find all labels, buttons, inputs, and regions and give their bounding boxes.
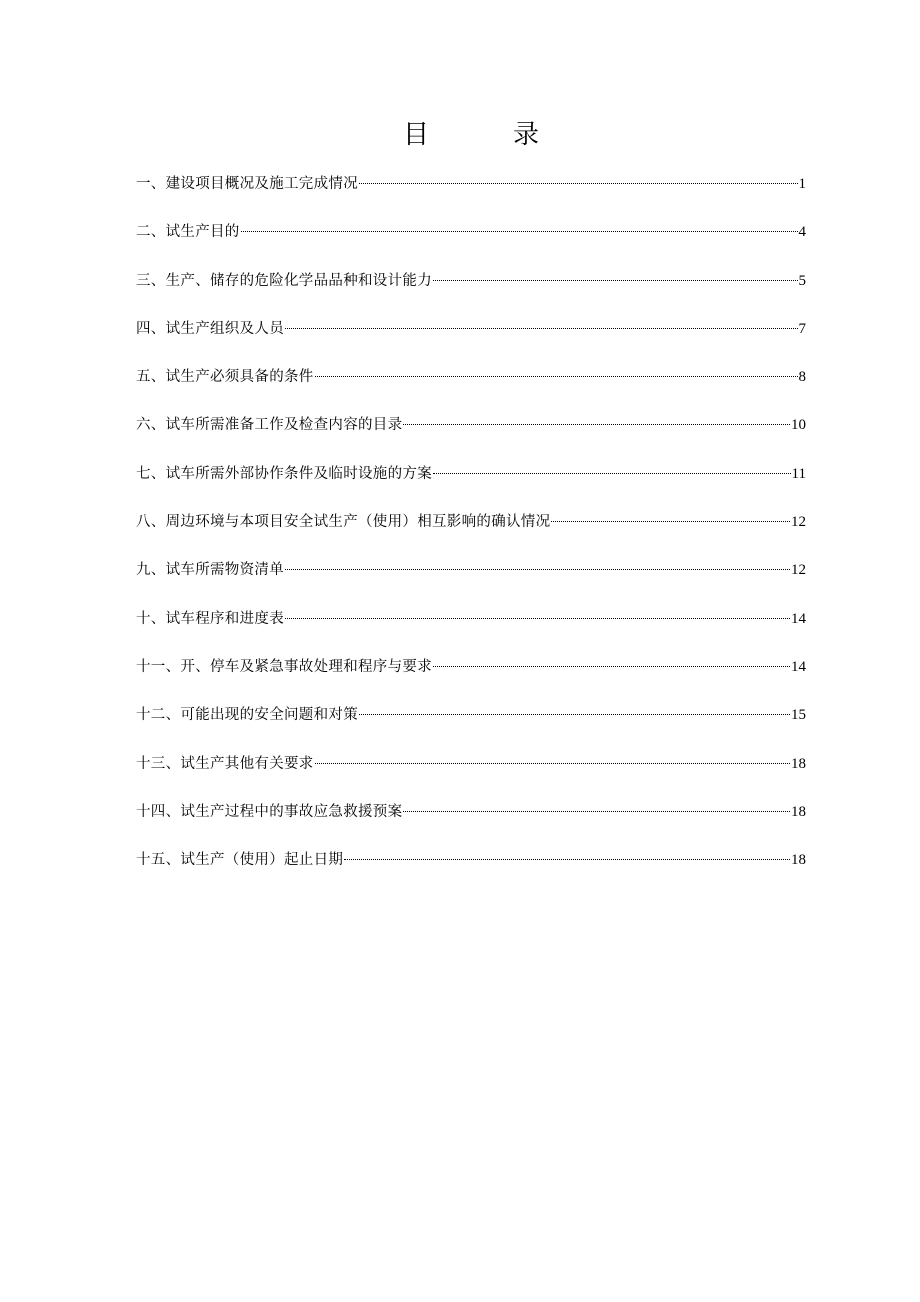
dot-leader [241, 231, 798, 232]
dot-leader [433, 473, 791, 474]
dot-leader [403, 811, 790, 812]
toc-entry-page: 11 [791, 465, 806, 482]
toc-entry[interactable] [136, 413, 806, 461]
dot-leader [359, 714, 790, 715]
dot-leader [359, 183, 798, 184]
toc-entry-page: 14 [791, 658, 806, 675]
toc-entry[interactable] [136, 365, 806, 413]
dot-leader [285, 328, 798, 329]
toc-entry-label: 四、试生产组织及人员 [136, 320, 284, 337]
toc-entry[interactable] [136, 655, 806, 703]
toc-entry-label: 七、试车所需外部协作条件及临时设施的方案 [136, 465, 432, 482]
dot-leader [315, 763, 790, 764]
toc-entry-page: 12 [791, 562, 806, 579]
toc-entry-label: 十五、试生产（使用）起止日期 [136, 852, 344, 869]
toc-entry-label: 十、试车程序和进度表 [136, 610, 284, 627]
toc-entry-label: 六、试车所需准备工作及检查内容的目录 [136, 417, 403, 434]
page-title [0, 118, 920, 158]
toc-entry-page: 12 [791, 514, 806, 531]
toc-entry-page: 10 [791, 417, 806, 434]
toc-entry-page: 1 [798, 176, 806, 192]
toc-entry-label: 一、建设项目概况及施工完成情况 [136, 176, 358, 192]
toc-entry-label: 十二、可能出现的安全问题和对策 [136, 707, 358, 724]
toc-entry[interactable] [136, 848, 806, 896]
dot-leader [403, 424, 790, 425]
toc-entry-label: 二、试生产目的 [136, 224, 240, 241]
toc-entry-page: 18 [791, 755, 806, 772]
toc-entry-label: 九、试车所需物资清单 [136, 562, 284, 579]
dot-leader [344, 859, 790, 860]
toc-entry[interactable] [136, 462, 806, 510]
toc-entry[interactable] [136, 607, 806, 655]
toc-entry-page: 4 [798, 224, 806, 241]
dot-leader [285, 569, 790, 570]
toc-entry-label: 十三、试生产其他有关要求 [136, 755, 314, 772]
toc-entry-label: 五、试生产必须具备的条件 [136, 369, 314, 386]
toc-entry-label: 三、生产、储存的危险化学品品种和设计能力 [136, 272, 432, 289]
dot-leader [433, 666, 790, 667]
toc-entry[interactable] [136, 800, 806, 848]
toc-entry[interactable] [136, 510, 806, 558]
toc-entry[interactable] [136, 752, 806, 800]
table-of-contents [136, 172, 806, 896]
toc-entry-page: 18 [791, 852, 806, 869]
toc-entry[interactable] [136, 317, 806, 365]
toc-entry-page: 14 [791, 610, 806, 627]
dot-leader [433, 280, 798, 281]
title-char-1: 目 [403, 120, 430, 150]
toc-entry-label: 十四、试生产过程中的事故应急救援预案 [136, 803, 403, 820]
toc-entry[interactable] [136, 703, 806, 751]
toc-entry-label: 十一、开、停车及紧急事故处理和程序与要求 [136, 658, 432, 675]
toc-entry-label: 八、周边环境与本项目安全试生产（使用）相互影响的确认情况 [136, 514, 551, 531]
title-char-2: 录 [513, 120, 540, 150]
toc-entry-page: 8 [798, 369, 806, 386]
toc-entry[interactable] [136, 172, 806, 220]
toc-entry[interactable] [136, 220, 806, 268]
toc-entry-page: 18 [791, 803, 806, 820]
dot-leader [315, 376, 798, 377]
toc-entry[interactable] [136, 269, 806, 317]
toc-entry-page: 7 [798, 320, 806, 337]
toc-entry-page: 15 [791, 707, 806, 724]
dot-leader [551, 521, 790, 522]
toc-entry[interactable] [136, 558, 806, 606]
dot-leader [285, 618, 790, 619]
toc-entry-page: 5 [798, 272, 806, 289]
